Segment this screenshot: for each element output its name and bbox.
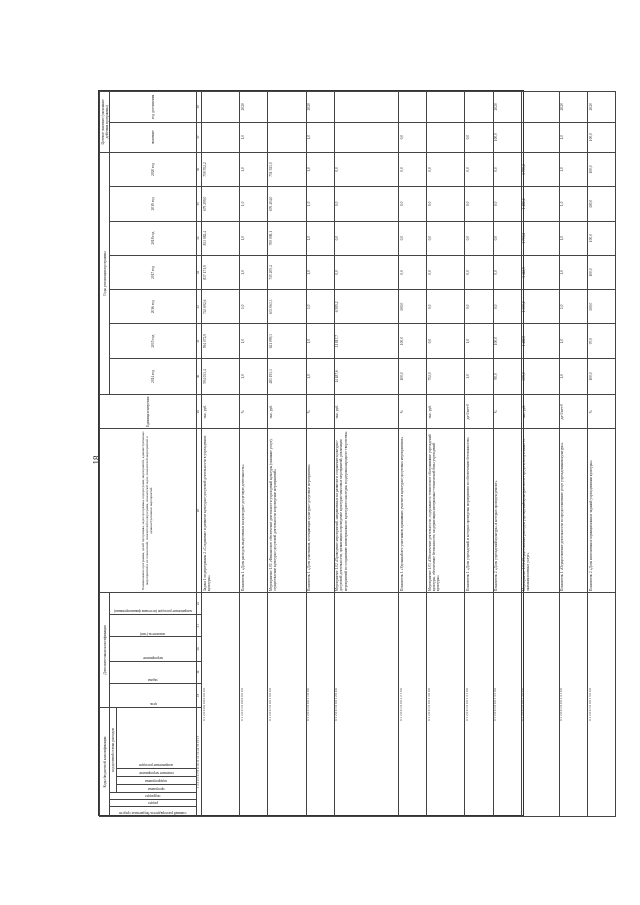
row-final-year: 2020 — [559, 92, 587, 123]
row-final-value: 1,0 — [306, 122, 334, 152]
row-final-value — [521, 122, 559, 152]
row-value-2015: 1 482,5 — [521, 324, 559, 358]
row-value-2018: 700 008,1 — [268, 221, 306, 255]
row-final-value: 100,0 — [493, 122, 521, 152]
row-value-2016: 100,0 — [398, 290, 426, 324]
col-index-purpose: 18 — [196, 683, 201, 707]
col-index-2017: 33 — [196, 255, 201, 289]
col-index-final: 37 — [196, 122, 201, 152]
row-name: Задача 1 подпрограммы 2 «Сохранение и развитие культурно-досуговой деятельности в учреждениях культуры» — [202, 429, 240, 593]
table-row — [240, 92, 268, 817]
col-index-final-year: 38 — [196, 92, 201, 123]
row-value-2015: 0,0 — [427, 324, 465, 358]
row-unit: тыс. руб. — [202, 395, 240, 429]
col-index-2019: 35 — [196, 187, 201, 221]
row-final-value — [334, 122, 398, 152]
table-row — [202, 92, 240, 817]
year-2019-header: 2019 год — [110, 187, 196, 221]
row-value-2014: 1,0 — [306, 358, 334, 394]
row-unit: % — [240, 395, 268, 429]
row-value-2018: 1 700,2 — [521, 221, 559, 255]
main-admin-header: главный распорядитель бюджетных средств — [110, 806, 196, 816]
col-index-2020: 36 — [196, 152, 201, 186]
row-value-2018: 0,0 — [465, 221, 493, 255]
target-article-header: код целевой статьи расходов — [110, 708, 116, 793]
row-value-2018: 0,0 — [334, 221, 398, 255]
table-body — [202, 92, 616, 817]
row-value-2015: 100,0 — [493, 324, 521, 358]
row-unit: % — [493, 395, 521, 429]
row-value-2019: 0,0 — [427, 187, 465, 221]
final-year-col-header: год достижения — [110, 92, 196, 123]
page-number: 18 — [91, 455, 102, 465]
direction-header: направление расходов — [116, 708, 196, 769]
row-value-2018: 1,0 — [306, 221, 334, 255]
row-value-2017: 1,0 — [240, 255, 268, 289]
row-final-year — [465, 92, 493, 123]
section-header: раздел — [110, 799, 196, 806]
row-codes: 0 1 2 0 0 1 0 0 0 1 3 1 0 0 — [465, 592, 493, 816]
main-event-header: основное мероприятие — [116, 768, 196, 776]
name-column-header: Наименование программы, целей программы, задач программы, подпрограмм, мероприятий, административных мероприятий и их показателей, показателей подпрограмм, показателей задач, показателей мероприятий и административных мероприятий — [100, 429, 197, 593]
row-final-year — [202, 92, 240, 123]
row-codes: 0 1 2 0 0 1 0 0 0 1 3 0 0 0 — [427, 592, 465, 816]
row-value-2014: 1,0 — [465, 358, 493, 394]
row-value-2019: 0,0 — [334, 187, 398, 221]
row-value-2019: 0,0 — [493, 187, 521, 221]
row-codes: 0 1 2 0 0 1 0 0 0 1 4 0 0 0 — [521, 592, 559, 816]
row-value-2020: 759 552,2 — [202, 152, 240, 186]
row-value-2018: 0,0 — [427, 221, 465, 255]
row-value-2018: 1,0 — [240, 221, 268, 255]
row-final-year: 2020 — [240, 92, 268, 123]
row-name: Показатель 1 «Удельный вес участников, принявших участие в культурно-досуговых мероприятиях» — [398, 429, 426, 593]
program-indicators-table — [99, 91, 616, 817]
row-value-2015: 11 817,7 — [334, 324, 398, 358]
table-row — [268, 92, 306, 817]
rotated-table-container — [99, 91, 593, 817]
row-codes: 0 1 2 0 0 1 0 0 0 1 0 0 0 0 — [268, 592, 306, 816]
row-value-2014: 100,0 — [398, 358, 426, 394]
row-value-2020: 1 700,2 — [521, 152, 559, 186]
col-index-name: 28 — [196, 429, 201, 593]
row-unit: да-1/нет-0 — [465, 395, 493, 429]
row-value-2017: 0,0 — [427, 255, 465, 289]
row-name: Показатель 1 «Доля участников, посещающих культурно-досуговые мероприятия» — [306, 429, 334, 593]
row-value-2015: 1,0 — [240, 324, 268, 358]
row-value-2019: 0,0 — [465, 187, 493, 221]
row-final-value — [427, 122, 465, 152]
table-row — [521, 92, 559, 817]
row-value-2020: 1,0 — [306, 152, 334, 186]
row-value-2015: 1,0 — [306, 324, 334, 358]
program-table-frame — [98, 90, 593, 816]
year-2017-header: 2017 год — [110, 255, 196, 289]
row-final-year: 2020 — [493, 92, 521, 123]
row-value-2017: 1,0 — [559, 255, 587, 289]
row-value-2017: 0,0 — [465, 255, 493, 289]
spending-direction-header: направление расходов (источник финансирования) — [110, 592, 196, 614]
row-value-2014: 309,0 — [521, 358, 559, 394]
table-row — [559, 92, 587, 817]
row-value-2020: 0,0 — [398, 152, 426, 186]
table-row — [334, 92, 398, 817]
col-index-2016: 32 — [196, 290, 201, 324]
row-unit: да-1/нет-0 — [559, 395, 587, 429]
row-value-2017: 1 442,5 — [521, 255, 559, 289]
subprogram-header: подпрограмма — [116, 776, 196, 784]
row-value-2020: 100,0 — [588, 152, 616, 186]
year-2014-header: 2014 год — [110, 358, 196, 394]
table-row — [465, 92, 493, 817]
row-codes: 0 1 2 0 0 1 0 0 0 1 1 0 0 0 — [306, 592, 334, 816]
row-name: Показатель 1 «Доля учреждений, в которых проведены мероприятия по обеспечению безопасности» — [465, 429, 493, 593]
row-value-2020: 1,0 — [559, 152, 587, 186]
row-name: Мероприятие 1.02 «Проведение мероприятий, направленных на развитие и сохранение культурно-досуговой деятельности, организация и проведение культурно-массовых мероприятий, реализация мероприятий по сохранению нематериального культурного наследия, поддержка народного творчества» — [334, 429, 398, 593]
budget-codes-header: Коды бюджетной классификации — [100, 708, 110, 817]
row-value-2019: 0,0 — [398, 187, 426, 221]
row-value-2016: 6 595,2 — [334, 290, 398, 324]
row-value-2016: 1 300,2 — [521, 290, 559, 324]
table-row — [588, 92, 616, 817]
subsection-header: подраздел — [110, 792, 196, 799]
row-value-2014: 483 193,3 — [268, 358, 306, 394]
row-name: Показатель 2 «Доля учреждений культуры, в которых проведен ремонт» — [493, 429, 521, 593]
table-row — [427, 92, 465, 817]
row-final-value — [202, 122, 240, 152]
row-value-2020: 751 923,0 — [268, 152, 306, 186]
row-final-year — [521, 92, 559, 123]
row-value-2018: 0,0 — [398, 221, 426, 255]
row-codes: 0 1 2 0 0 1 0 0 0 0 0 0 0 0 — [240, 592, 268, 816]
row-value-2019: 1 482,2 — [521, 187, 559, 221]
row-final-value: 0,0 — [465, 122, 493, 152]
row-value-2016: 1,0 — [306, 290, 334, 324]
row-value-2018: 100,0 — [588, 221, 616, 255]
row-value-2016: 0,0 — [427, 290, 465, 324]
col-index-2018: 34 — [196, 221, 201, 255]
row-unit: тыс. руб. — [427, 395, 465, 429]
final-value-col-header: значение — [110, 122, 196, 152]
row-value-2018: 0,0 — [493, 221, 521, 255]
row-value-2017: 1,0 — [306, 255, 334, 289]
row-codes: 0 1 2 0 0 1 0 0 0 1 2 1 0 0 — [398, 592, 426, 816]
task-header: задача — [110, 661, 196, 683]
row-name: Показатель 1 «Доля расходов, выделенных на культурно-досуговую деятельность» — [240, 429, 268, 593]
row-value-2019: 1,0 — [306, 187, 334, 221]
col-index-2015: 31 — [196, 324, 201, 358]
row-unit: тыс. руб. — [521, 395, 559, 429]
row-unit: % — [588, 395, 616, 429]
row-value-2020: 1,0 — [240, 152, 268, 186]
row-value-2015: 594 072,9 — [202, 324, 240, 358]
col-index-indicator: 21 — [196, 615, 201, 637]
row-value-2014: 594 033,4 — [202, 358, 240, 394]
row-value-2016: 633 063,3 — [268, 290, 306, 324]
col-index-task: 19 — [196, 661, 201, 683]
row-value-2018: 833 082,4 — [202, 221, 240, 255]
row-value-2016: 1,0 — [559, 290, 587, 324]
row-final-value: 1,0 — [559, 122, 587, 152]
row-name: Мероприятие 1.03 «Обеспечение деятельности, содержание и техническое обслуживание учреждений культуры, обеспечение безопасности, модернизация материально-технической базы учреждений культуры» — [427, 429, 465, 593]
col-index-unit: 29 — [196, 395, 201, 429]
table-row — [306, 92, 334, 817]
row-final-value: 100,0 — [588, 122, 616, 152]
row-unit: тыс. руб. — [268, 395, 306, 429]
row-final-year: 2020 — [588, 92, 616, 123]
row-value-2020: 0,0 — [493, 152, 521, 186]
row-final-year — [427, 92, 465, 123]
program-header: программа — [116, 784, 196, 792]
row-unit: % — [398, 395, 426, 429]
row-unit: % — [306, 395, 334, 429]
table-row — [493, 92, 521, 817]
row-value-2017: 0,0 — [334, 255, 398, 289]
row-name: Показатель 1 «Осуществление деятельности по предоставлению услуг учреждениями культуры» — [559, 429, 587, 593]
col-index-direction: 22 — [196, 592, 201, 614]
row-name: Мероприятие 1.01 «Финансовое обеспечение деятельности учреждений культуры (оказание услуг), осуществление культурно-досуговой деятельности и проведение мероприятий» — [268, 429, 306, 593]
row-value-2014: 1,0 — [240, 358, 268, 394]
row-value-2014: 752,0 — [427, 358, 465, 394]
row-final-value: 0,0 — [398, 122, 426, 152]
row-value-2020: 0,0 — [465, 152, 493, 186]
row-final-value: 1,0 — [240, 122, 268, 152]
row-codes: 0 1 2 0 0 0 0 0 0 0 0 0 0 0 — [202, 592, 240, 816]
row-value-2019: 679 299,0 — [202, 187, 240, 221]
row-value-2016: 0,0 — [465, 290, 493, 324]
row-final-value — [268, 122, 306, 152]
row-final-year: 2020 — [306, 92, 334, 123]
year-2015-header: 2015 год — [110, 324, 196, 358]
col-index-event: 20 — [196, 637, 201, 661]
row-value-2019: 100,0 — [588, 187, 616, 221]
table-row — [398, 92, 426, 817]
row-final-year — [334, 92, 398, 123]
row-value-2018: 1,0 — [559, 221, 587, 255]
row-name: Показатель 2 «Доля исполненных муниципальных заданий учреждениями культуры» — [588, 429, 616, 593]
row-value-2015: 1,0 — [465, 324, 493, 358]
row-value-2016: 743 692,6 — [202, 290, 240, 324]
additional-classification-header: Дополнительная классификация — [100, 592, 110, 707]
row-unit: тыс. руб. — [334, 395, 398, 429]
row-value-2020: 0,0 — [427, 152, 465, 186]
final-value-header: Целевое значение (окончание действия программы) — [100, 92, 110, 153]
year-2020-header: 2020 год — [110, 152, 196, 186]
row-value-2020: 0,0 — [334, 152, 398, 186]
indicator-type-header: показатель (тип) — [110, 615, 196, 637]
row-codes: 0 1 2 0 0 1 0 0 0 1 4 1 0 0 — [559, 592, 587, 816]
row-value-2019: 1,0 — [240, 187, 268, 221]
col-index-2014: 30 — [196, 358, 201, 394]
row-value-2017: 715 205,4 — [268, 255, 306, 289]
purpose-header: цель — [110, 683, 196, 707]
row-value-2014: 1,0 — [559, 358, 587, 394]
unit-column-header: Единица измерения — [100, 395, 197, 429]
row-name: Мероприятие 1.04 «Осуществление расходов учреждений культуры за счет средств, полученных от оказания платных услуг» — [521, 429, 559, 593]
row-value-2016: 100,0 — [588, 290, 616, 324]
row-value-2015: 1,0 — [559, 324, 587, 358]
row-final-year — [398, 92, 426, 123]
row-value-2017: 837 171,9 — [202, 255, 240, 289]
row-value-2016: 1,0 — [240, 290, 268, 324]
years-header: Годы реализации программы — [100, 152, 110, 394]
year-2016-header: 2016 год — [110, 290, 196, 324]
row-value-2015: 100,0 — [398, 324, 426, 358]
row-value-2014: 100,0 — [588, 358, 616, 394]
row-value-2019: 676 404,0 — [268, 187, 306, 221]
row-value-2014: 14 187,6 — [334, 358, 398, 394]
row-final-year — [268, 92, 306, 123]
row-value-2017: 100,0 — [588, 255, 616, 289]
row-value-2014: 90,0 — [493, 358, 521, 394]
row-codes: 0 1 2 0 0 1 0 0 0 1 3 2 0 0 — [493, 592, 521, 816]
row-value-2015: 97,0 — [588, 324, 616, 358]
year-2018-header: 2018 год — [110, 221, 196, 255]
row-value-2019: 1,0 — [559, 187, 587, 221]
event-header: мероприятие — [110, 637, 196, 661]
row-value-2017: 0,0 — [493, 255, 521, 289]
row-codes: 0 1 2 0 0 1 0 0 0 1 5 0 0 0 — [588, 592, 616, 816]
row-codes: 0 1 2 0 0 1 0 0 0 1 2 0 0 0 — [334, 592, 398, 816]
row-value-2016: 0,0 — [493, 290, 521, 324]
row-value-2017: 0,0 — [398, 255, 426, 289]
row-value-2015: 621 099,3 — [268, 324, 306, 358]
col-index-codes: 1 2 3 4 5 6 7 8 9 10 11 12 13 14 15 16 17 — [196, 708, 201, 817]
